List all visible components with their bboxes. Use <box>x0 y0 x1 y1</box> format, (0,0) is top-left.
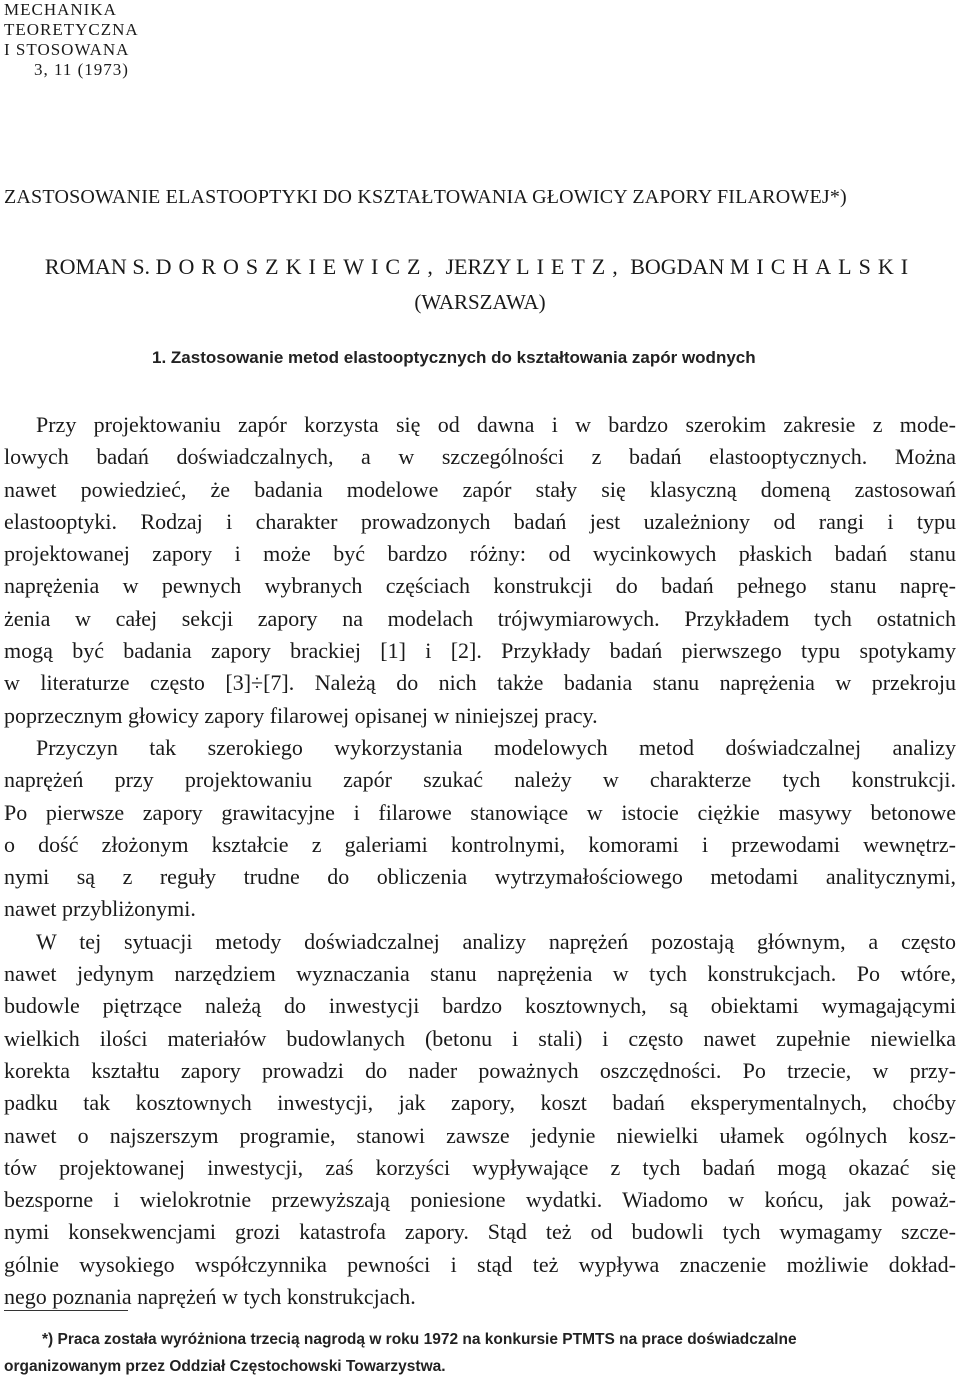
text-line: Po pierwsze zapory grawitacyjne i filarowe stanowiące w istocie ciężkie masywy betonowe <box>4 799 956 825</box>
text-line: naprężenia w pewnych wybranych częściach konstrukcji do badań pełnego stanu naprę- <box>4 573 956 599</box>
text-line: nawet powiedzieć, że badania modelowe zapór stały się klasyczną domeną zastosowań <box>4 476 956 502</box>
journal-issue: 3, 11 (1973) <box>34 60 129 79</box>
author-1-given-name: ROMAN S. <box>44 254 151 279</box>
author-3-given-name: BOGDAN <box>630 254 725 279</box>
journal-name-line-3: I STOSOWANA <box>4 40 130 59</box>
text-line: W tej sytuacji metody doświadczalnej analizy naprężeń pozostają głównym, a często <box>36 928 956 954</box>
text-line: wielkich ilości materiałów budowlanych (betonu i stali) i często nawet zupełnie niewielka <box>4 1025 956 1051</box>
text-line: nymi konsekwencjami grozi katastrofa zapory. Stąd też od budowli tych wymagamy szcze- <box>4 1219 956 1245</box>
author-3-family-name: MICHALSKI <box>729 254 916 279</box>
text-line: Przy projektowaniu zapór korzysta się od dawna i w bardzo szerokim zakresie z mode- <box>36 412 956 437</box>
paragraph <box>4 409 956 732</box>
footnote-line: *) Praca została wyróżniona trzecią nagrodą w roku 1972 na konkursie PTMTS na prace doświadczalne <box>42 1331 797 1348</box>
text-line: naprężeń przy projektowaniu zapór szukać należy w charakterze tych konstrukcji. <box>4 767 956 793</box>
text-line: tów projektowanej inwestycji, zaś korzyści wypływające z tych badań mogą okazać się <box>4 1154 956 1180</box>
text-line: w literaturze często [3]÷[7]. Należą do nich także badania stanu naprężenia w przekroju <box>4 670 956 696</box>
text-line: bezsporne i wielokrotnie przewyższają poniesione wydatki. Wiadomo w końcu, jak poważ- <box>4 1187 956 1213</box>
paragraph <box>4 732 956 926</box>
paragraph <box>4 926 956 1314</box>
section-heading: 1. Zastosowanie metod elastooptycznych do kształtowania zapór wodnych <box>152 348 756 367</box>
text-line: gólnie wysokiego współczynnika pewności i stąd też wypływa znaczenie możliwie dokład- <box>4 1251 956 1277</box>
text-line: żenia w całej sekcji zapory na modelach trójwymiarowych. Przykładem tych ostatnich <box>4 605 956 631</box>
author-2-family-name: LIETZ, <box>516 254 625 279</box>
journal-name-line-1: MECHANIKA <box>4 0 117 19</box>
journal-name-line-2: TEORETYCZNA <box>4 20 139 39</box>
article-authors <box>0 254 960 280</box>
footnote-line: organizowanym przez Oddział Częstochowski Towarzystwa. <box>4 1358 446 1375</box>
text-line: nego poznania naprężeń w tych konstrukcjach. <box>4 1284 416 1310</box>
author-affiliation: (WARSZAWA) <box>414 290 546 314</box>
footnote-separator <box>4 1310 128 1311</box>
text-line: padku tak kosztownych inwestycji, jak zapory, koszt badań eksperymentalnych, choćby <box>4 1090 956 1116</box>
article-title: ZASTOSOWANIE ELASTOOPTYKI DO KSZTAŁTOWANIA GŁOWICY ZAPORY FILAROWEJ*) <box>4 186 847 208</box>
text-line: projektowanej zapory i może być bardzo różny: od wycinkowych płaskich badań stanu <box>4 541 956 567</box>
journal-header <box>4 0 139 80</box>
text-line: poprzecznym głowicy zapory filarowej opisanej w niniejszej pracy. <box>4 702 598 728</box>
author-1-family-name: DOROSZKIEWICZ, <box>155 254 440 279</box>
text-line: nawet przybliżonymi. <box>4 896 196 922</box>
text-line: o dość złożonym kształcie z galeriami kontrolnymi, komorami i przewodami wewnętrz- <box>4 831 956 857</box>
text-line: Przyczyn tak szerokiego wykorzystania modelowych metod doświadczalnej analizy <box>36 734 956 760</box>
author-2-given-name: JERZY <box>445 254 511 279</box>
text-line: mogą być badania zapory brackiej [1] i [2]. Przykłady badań pierwszego typu spotykamy <box>4 638 956 664</box>
text-line: korekta kształtu zapory prowadzi do nader poważnych oszczędności. Po trzecie, w przy- <box>4 1057 956 1083</box>
text-line: lowych badań doświadczalnych, a w szczególności z badań elastooptycznych. Można <box>4 444 956 470</box>
text-line: nawet o najszerszym programie, stanowi zawsze jedynie niewielki ułamek ogólnych kosz- <box>4 1122 956 1148</box>
text-line: nawet jedynym narzędziem wyznaczania stanu naprężenia w tych konstrukcjach. Po wtóre, <box>4 961 956 987</box>
footnote <box>4 1326 954 1380</box>
article-body <box>4 409 956 1313</box>
text-line: budowle piętrzące należą do inwestycji bardzo kosztownych, są obiektami wymagającymi <box>4 993 956 1019</box>
text-line: elastooptyki. Rodzaj i charakter prowadzonych badań jest uzależniony od rangi i typu <box>4 508 956 534</box>
text-line: nymi są z reguły trudne do obliczenia wytrzymałościowego metodami analitycznymi, <box>4 864 956 890</box>
